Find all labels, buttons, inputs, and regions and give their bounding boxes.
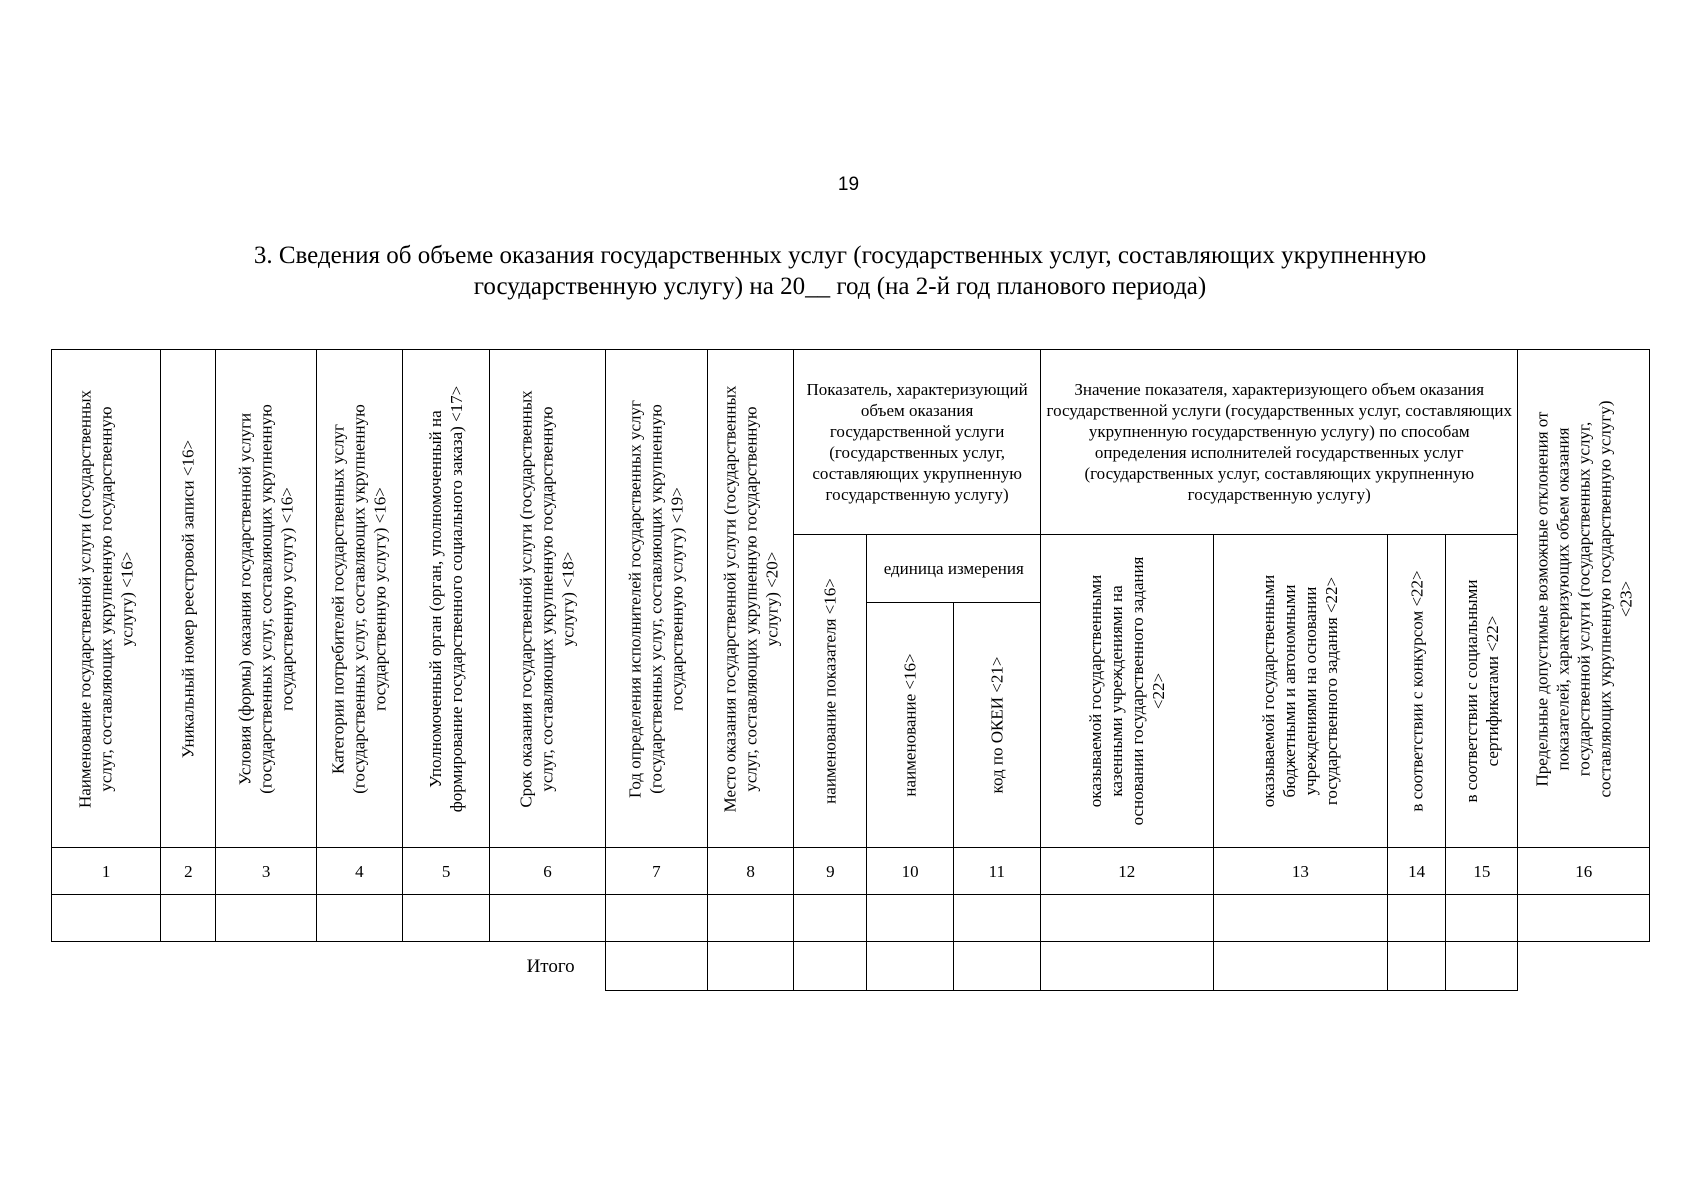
column-number: 10 <box>867 848 953 895</box>
total-cell[interactable] <box>794 942 867 991</box>
column-number: 15 <box>1446 848 1518 895</box>
header-col-15: в соответствии с социальными сертификатами <22> <box>1446 535 1518 848</box>
data-cell[interactable] <box>707 895 793 942</box>
column-number: 12 <box>1041 848 1214 895</box>
column-number: 8 <box>707 848 793 895</box>
total-cell[interactable] <box>707 942 793 991</box>
data-cell[interactable] <box>1041 895 1214 942</box>
header-col-12: оказываемой государственными казенными учреждениями на основании государственного задания <22> <box>1041 535 1214 848</box>
header-col-13: оказываемой государственными бюджетными и автономными учреждениями на основании государственного задания <22> <box>1213 535 1388 848</box>
data-cell[interactable] <box>403 895 490 942</box>
column-number: 7 <box>605 848 707 895</box>
data-cell[interactable] <box>216 895 316 942</box>
header-col-8: Место оказания государственной услуги (государственных услуг, составляющих укрупненную государственную услугу) <20> <box>707 350 793 848</box>
data-cell[interactable] <box>794 895 867 942</box>
column-number: 2 <box>161 848 216 895</box>
header-col-11: код по ОКЕИ <21> <box>953 603 1040 848</box>
header-col-14: в соответствии с конкурсом <22> <box>1388 535 1446 848</box>
data-cell[interactable] <box>1518 895 1650 942</box>
header-col-6: Срок оказания государственной услуги (государственных услуг, составляющих укрупненную государственную услугу) <18> <box>490 350 605 848</box>
data-cell[interactable] <box>1388 895 1446 942</box>
total-cell[interactable] <box>1388 942 1446 991</box>
column-number: 5 <box>403 848 490 895</box>
volume-table <box>51 349 1650 991</box>
total-row <box>52 942 1650 991</box>
column-number-row <box>52 848 1650 895</box>
total-label: Итого <box>526 955 575 977</box>
column-number: 1 <box>52 848 161 895</box>
header-col-10: наименование <16> <box>867 603 953 848</box>
header-col-9: наименование показателя <16> <box>794 535 867 848</box>
header-col-3: Условия (формы) оказания государственной услуги (государственных услуг, составляющих укрупненную государственную услугу) <16> <box>216 350 316 848</box>
column-number: 9 <box>794 848 867 895</box>
section-title-line-2: государственную услугу) на 20__ год (на 2-й год планового периода) <box>473 273 1207 300</box>
total-cell[interactable] <box>953 942 1040 991</box>
column-number: 4 <box>316 848 402 895</box>
column-number: 6 <box>490 848 605 895</box>
column-number: 3 <box>216 848 316 895</box>
header-col-16: Предельные допустимые возможные отклонения от показателей, характеризующих объем оказания государственной услуги (государственных услуг, составляющих укрупненную государственную услугу) <23> <box>1518 350 1650 848</box>
data-cell[interactable] <box>490 895 605 942</box>
data-cell[interactable] <box>316 895 402 942</box>
header-value-group: Значение показателя, характеризующего объем оказания государственной услуги (государственных услуг, составляющих укрупненную государственную услугу) по способам определения исполнителей государственных услуг (государственных услуг, составляющих укрупненную государственную услугу) <box>1041 350 1518 535</box>
section-title-line-1: 3. Сведения об объеме оказания государственных услуг (государственных услуг, составляющих укрупненную <box>253 242 1427 269</box>
total-cell[interactable] <box>1446 942 1518 991</box>
header-col-2: Уникальный номер реестровой записи <16> <box>161 350 216 848</box>
data-cell[interactable] <box>1446 895 1518 942</box>
data-row <box>52 895 1650 942</box>
empty-cell <box>1518 942 1650 991</box>
data-cell[interactable] <box>161 895 216 942</box>
header-col-4: Категории потребителей государственных услуг (государственных услуг, составляющих укрупненную государственную услугу) <16> <box>316 350 402 848</box>
total-cell[interactable] <box>605 942 707 991</box>
header-col-5: Уполномоченный орган (орган, уполномоченный на формирование государственного социального заказа) <17> <box>403 350 490 848</box>
data-cell[interactable] <box>867 895 953 942</box>
header-unit-group: единица измерения <box>867 535 1041 603</box>
total-cell[interactable] <box>1213 942 1388 991</box>
section-title <box>60 240 1620 302</box>
header-col-1: Наименование государственной услуги (государственных услуг, составляющих укрупненную государственную услугу) <16> <box>52 350 161 848</box>
column-number: 16 <box>1518 848 1650 895</box>
data-cell[interactable] <box>1213 895 1388 942</box>
total-cell[interactable] <box>1041 942 1214 991</box>
column-number: 11 <box>953 848 1040 895</box>
column-number: 13 <box>1213 848 1388 895</box>
header-indicator-group: Показатель, характеризующий объем оказания государственной услуги (государственных услуг, составляющих укрупненную государственную услугу) <box>794 350 1041 535</box>
data-cell[interactable] <box>605 895 707 942</box>
page-number: 19 <box>837 174 860 195</box>
column-number: 14 <box>1388 848 1446 895</box>
data-cell[interactable] <box>953 895 1040 942</box>
data-cell[interactable] <box>52 895 161 942</box>
total-cell[interactable] <box>867 942 953 991</box>
header-col-7: Год определения исполнителей государственных услуг (государственных услуг, составляющих укрупненную государственную услугу) <19> <box>605 350 707 848</box>
